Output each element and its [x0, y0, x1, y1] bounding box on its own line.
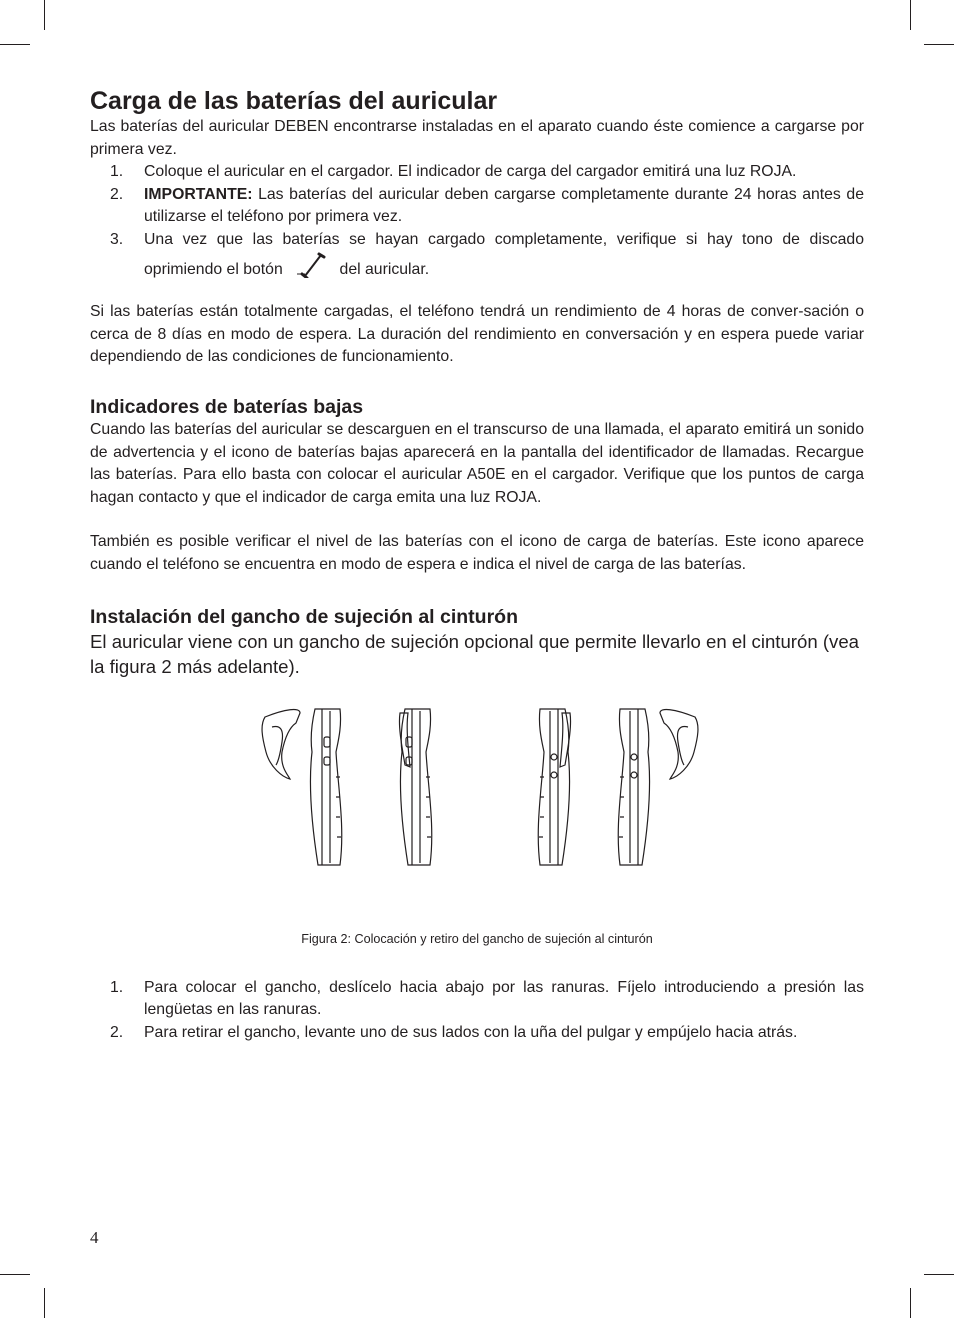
crop-mark — [44, 1288, 45, 1318]
crop-mark — [44, 0, 45, 30]
list-item — [90, 1022, 864, 1045]
list-text-after: del auricular. — [339, 260, 430, 278]
crop-mark — [910, 1288, 911, 1318]
list-number: 2. — [110, 1023, 124, 1041]
list-number: 1. — [110, 978, 124, 996]
section-title-low-battery: Indicadores de baterías bajas — [90, 395, 364, 418]
charging-steps — [90, 161, 864, 281]
belt-clip-intro: El auricular viene con un gancho de sujeción opcional que permite llevarlo en el cinturón (vea la figura 2 más adelante). — [90, 630, 860, 677]
list-item — [90, 229, 864, 281]
list-text: Una vez que las baterías se hayan cargado completamente, verifique si hay tono de discado oprimiendo el botón — [144, 230, 864, 278]
list-item — [90, 161, 864, 184]
section-title-belt-clip: Instalación del gancho de sujeción al cinturón — [90, 605, 518, 628]
phone-handset-icon — [293, 252, 333, 274]
low-battery-para-1: Cuando las baterías del auricular se descarguen en el transcurso de una llamada, el aparato emitirá un sonido de advertencia y el icono de baterías bajas aparecerá en la pantalla del identificador de llamadas. Recargue las baterías. Para ello basta con colocar el auricular A50E en el cargador. Verifique que los puntos de carga hagan contacto y que el indicador de carga emita una luz ROJA. — [90, 420, 864, 506]
crop-mark — [924, 44, 954, 45]
list-number: 2. — [110, 185, 124, 203]
belt-clip-steps — [90, 977, 864, 1045]
list-text: Para colocar el gancho, deslícelo hacia abajo por las ranuras. Fíjelo introduciendo a presión las lengüetas en las ranuras. — [144, 978, 864, 1019]
section-title-charging: Carga de las baterías del auricular — [90, 87, 498, 115]
crop-mark — [924, 1274, 954, 1275]
belt-clip-handset-illustration — [90, 707, 864, 917]
crop-mark — [0, 44, 30, 45]
list-text: Coloque el auricular en el cargador. El indicador de carga del cargador emitirá una luz ROJA. — [144, 163, 797, 181]
crop-mark — [910, 0, 911, 30]
important-label: IMPORTANTE: — [144, 185, 253, 203]
low-battery-para-2: También es posible verificar el nivel de las baterías con el icono de carga de baterías. Este icono aparece cuando el teléfono se encuentra en modo de espera e indica el nivel de carga de las baterías. — [90, 533, 864, 573]
list-text: Para retirar el gancho, levante uno de sus lados con la uña del pulgar y empújelo hacia atrás. — [144, 1023, 798, 1041]
battery-duration-note: Si las baterías están totalmente cargadas, el teléfono tendrá un rendimiento de 4 horas de conver-sación o cerca de 8 días en modo de espera. La duración del rendimiento en conversación y en espera puede variar dependiendo de las condiciones de funcionamiento. — [90, 303, 864, 366]
list-item — [90, 977, 864, 1022]
list-number: 3. — [110, 230, 124, 248]
page-number: 4 — [90, 1228, 99, 1247]
list-item — [90, 184, 864, 229]
figure-caption: Figura 2: Colocación y retiro del gancho de sujeción al cinturón — [301, 931, 653, 946]
charging-intro: Las baterías del auricular DEBEN encontrarse instaladas en el aparato cuando éste comience a cargarse por primera vez. — [90, 118, 864, 158]
list-text: Las baterías del auricular deben cargarse completamente durante 24 horas antes de utilizarse el teléfono por primera vez. — [144, 185, 864, 226]
page-content — [90, 86, 864, 1044]
list-number: 1. — [110, 163, 124, 181]
crop-mark — [0, 1274, 30, 1275]
belt-clip-figure — [90, 707, 864, 917]
